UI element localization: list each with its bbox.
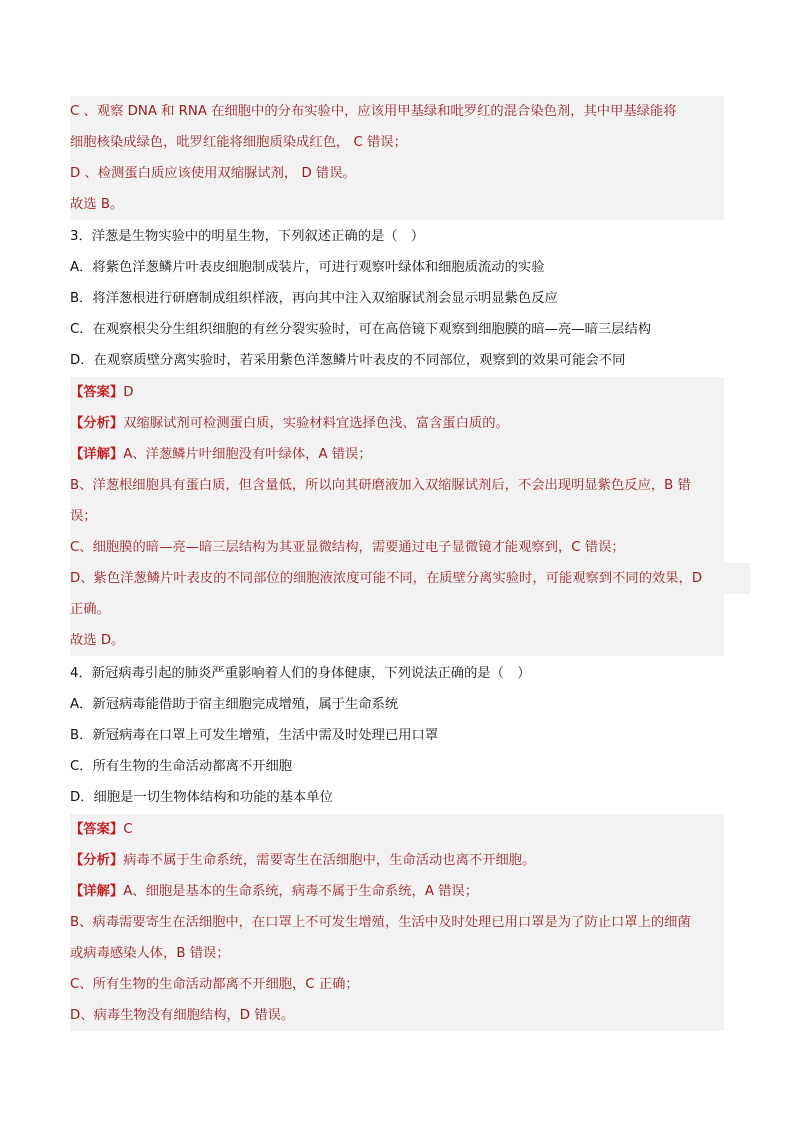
q3-analysis	[70, 408, 724, 439]
detail-tag: 【详解】	[70, 447, 124, 462]
q3-detail-line-1	[70, 439, 724, 470]
q4-analysis	[70, 845, 724, 876]
q4-option-a: A．新冠病毒能借助于宿主细胞完成增殖，属于生命系统	[70, 697, 399, 712]
prev-option-d-line: D 、检测蛋白质应该使用双缩脲试剂， D 错误。	[70, 158, 724, 189]
q4-detail-line-4: C、所有生物的生命活动都离不开细胞，C 正确；	[70, 969, 724, 1000]
analysis-tag: 【分析】	[70, 416, 124, 431]
analysis-text: 双缩脲试剂可检测蛋白质，实验材料宜选择色浅、富含蛋白质的。	[123, 416, 509, 431]
q4-detail-line-1	[70, 876, 724, 907]
q4-answer	[70, 814, 724, 845]
q3-option-d: D．在观察质壁分离实验时，若采用紫色洋葱鳞片叶表皮的不同部位，观察到的效果可能会不同	[70, 353, 626, 368]
q4-detail-line-3: 或病毒感染人体，B 错误；	[70, 938, 724, 969]
q3-detail-line-6: 正确。	[70, 594, 724, 625]
q3-detail-line-5: D、紫色洋葱鳞片叶表皮的不同部位的细胞液浓度可能不同，在质壁分离实验时，可能观察到不同的效果，D	[70, 563, 750, 594]
q4-detail-line-2: B、病毒需要寄生在活细胞中，在口罩上不可发生增殖，生活中及时处理已用口罩是为了防止口罩上的细菌	[70, 907, 724, 938]
q3-detail-line-3: 误；	[70, 501, 724, 532]
q3-option-b: B．将洋葱根进行研磨制成组织样液，再向其中注入双缩脲试剂会显示明显紫色反应	[70, 291, 558, 306]
q3-stem: 3．洋葱是生物实验中的明星生物，下列叙述正确的是（ ）	[70, 229, 425, 244]
answer-value: C	[123, 822, 133, 837]
answer-value: D	[123, 385, 134, 400]
q4-option-d: D．细胞是一切生物体结构和功能的基本单位	[70, 790, 333, 805]
q3-option-c: C．在观察根尖分生组织细胞的有丝分裂实验时，可在高倍镜下观察到细胞膜的暗—亮—暗三层结构	[70, 322, 652, 337]
analysis-tag: 【分析】	[70, 853, 124, 868]
detail-tag: 【详解】	[70, 884, 124, 899]
q3-detail-line-2: B、洋葱根细胞具有蛋白质，但含量低，所以向其研磨液加入双缩脲试剂后，不会出现明显紫色反应，B 错	[70, 470, 724, 501]
q4-option-c: C．所有生物的生命活动都离不开细胞	[70, 759, 293, 774]
q3-detail-line-4: C、细胞膜的暗—亮—暗三层结构为其亚显微结构，需要通过电子显微镜才能观察到，C 错误；	[70, 532, 724, 563]
prev-option-c-line-1: C 、观察 DNA 和 RNA 在细胞中的分布实验中，应该用甲基绿和吡罗红的混合染色剂，其中甲基绿能将	[70, 96, 724, 127]
q4-stem: 4．新冠病毒引起的肺炎严重影响着人们的身体健康，下列说法正确的是（ ）	[70, 666, 531, 681]
answer-tag: 【答案】	[70, 385, 124, 400]
q3-answer	[70, 377, 724, 408]
prev-conclusion: 故选 B。	[70, 189, 724, 220]
q4-option-b: B．新冠病毒在口罩上可发生增殖，生活中需及时处理已用口罩	[70, 728, 439, 743]
q4-detail-line-5: D、病毒生物没有细胞结构，D 错误。	[70, 1000, 724, 1031]
answer-tag: 【答案】	[70, 822, 124, 837]
prev-option-c-line-2: 细胞核染成绿色，吡罗红能将细胞质染成红色， C 错误；	[70, 127, 724, 158]
q3-conclusion: 故选 D。	[70, 625, 724, 656]
analysis-text: 病毒不属于生命系统，需要寄生在活细胞中，生命活动也离不开细胞。	[123, 853, 536, 868]
detail-text: A、洋葱鳞片叶细胞没有叶绿体，A 错误；	[123, 447, 372, 462]
detail-text: A、细胞是基本的生命系统，病毒不属于生命系统，A 错误；	[123, 884, 479, 899]
q3-option-a: A．将紫色洋葱鳞片叶表皮细胞制成装片，可进行观察叶绿体和细胞质流动的实验	[70, 260, 545, 275]
